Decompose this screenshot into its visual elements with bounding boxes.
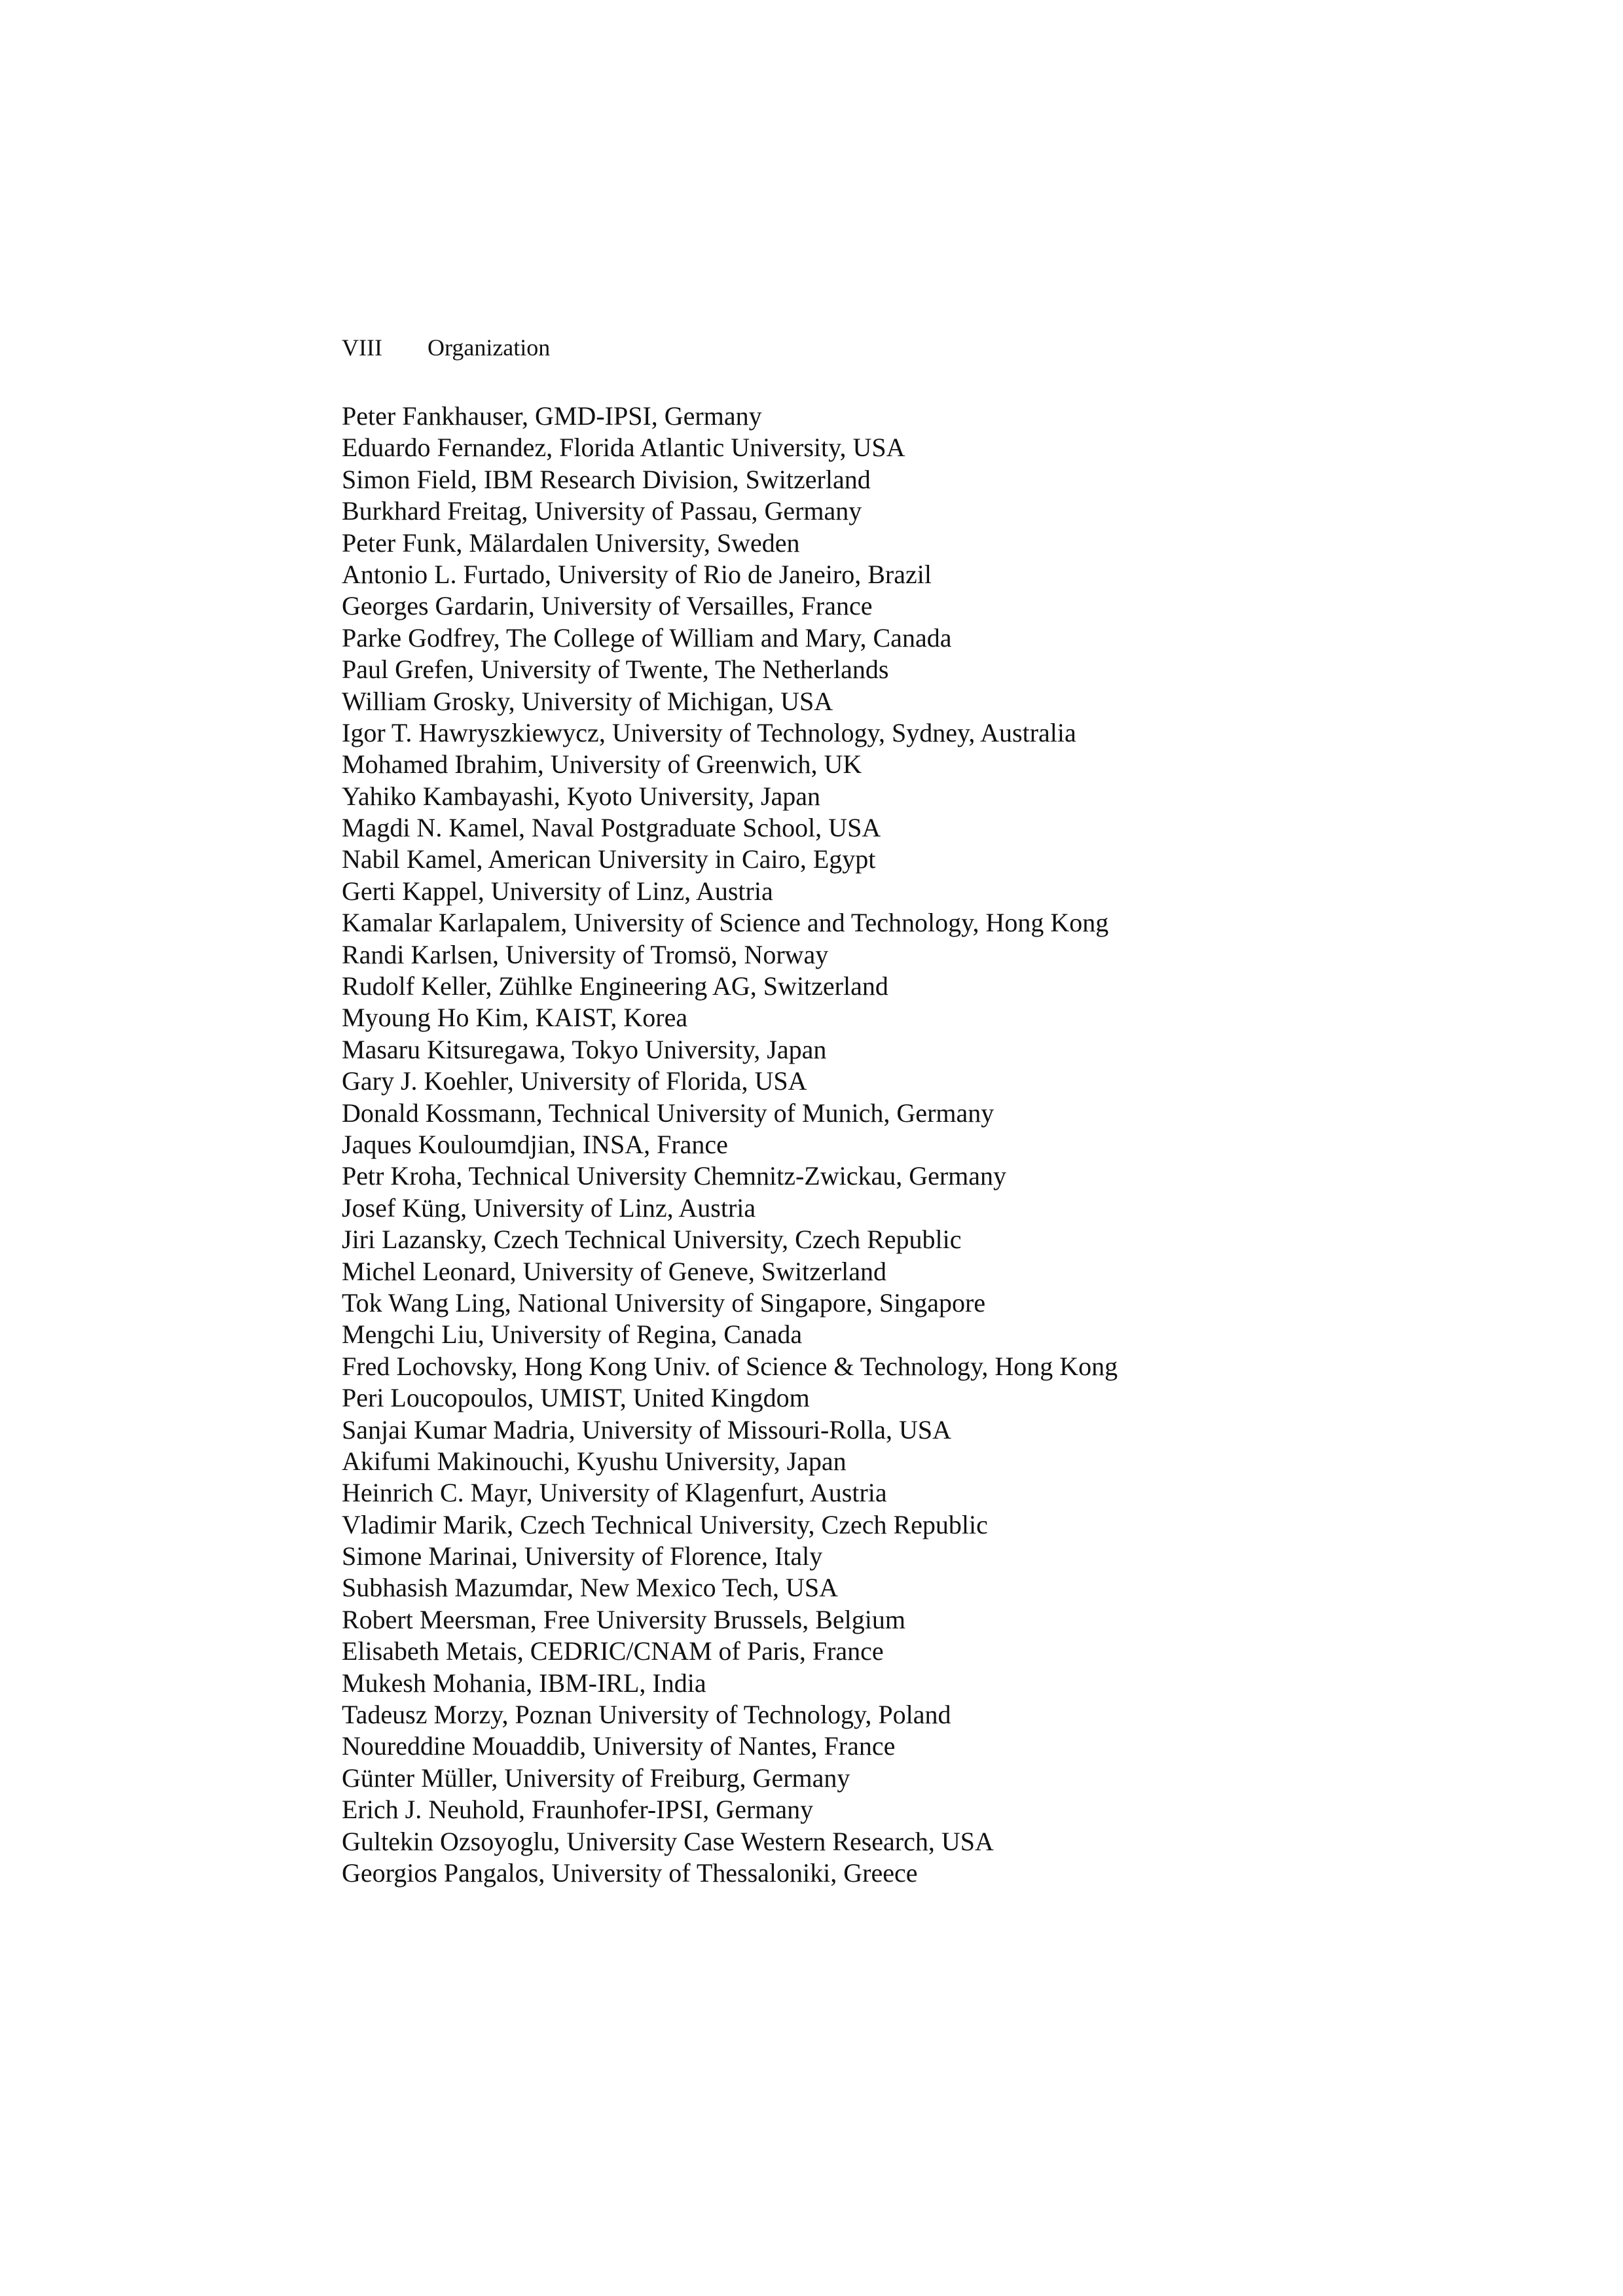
member-entry: Peter Fankhauser, GMD-IPSI, Germany bbox=[342, 401, 762, 431]
member-entry: Gerti Kappel, University of Linz, Austria bbox=[342, 876, 773, 906]
running-header bbox=[342, 331, 550, 364]
section-title: Organization bbox=[428, 334, 551, 361]
member-entry: Yahiko Kambayashi, Kyoto University, Japan bbox=[342, 781, 821, 811]
member-entry: Mohamed Ibrahim, University of Greenwich, UK bbox=[342, 749, 862, 780]
member-entry: Rudolf Keller, Zühlke Engineering AG, Switzerland bbox=[342, 971, 888, 1001]
member-entry: Kamalar Karlapalem, University of Science and Technology, Hong Kong bbox=[342, 908, 1109, 938]
member-entry: Erich J. Neuhold, Fraunhofer-IPSI, Germany bbox=[342, 1795, 814, 1825]
member-entry: Parke Godfrey, The College of William and Mary, Canada bbox=[342, 622, 952, 653]
member-entry: Peter Funk, Mälardalen University, Sweden bbox=[342, 528, 800, 558]
member-entry: Tok Wang Ling, National University of Singapore, Singapore bbox=[342, 1287, 986, 1318]
member-entry: Vladimir Marik, Czech Technical University, Czech Republic bbox=[342, 1509, 988, 1539]
member-entry: Fred Lochovsky, Hong Kong Univ. of Science & Technology, Hong Kong bbox=[342, 1351, 1118, 1381]
member-entry: Mukesh Mohania, IBM-IRL, India bbox=[342, 1668, 706, 1698]
member-entry: Josef Küng, University of Linz, Austria bbox=[342, 1193, 756, 1223]
page-number: VIII bbox=[342, 334, 382, 361]
member-entry: Randi Karlsen, University of Tromsö, Norway bbox=[342, 939, 829, 969]
member-entry: Myoung Ho Kim, KAIST, Korea bbox=[342, 1003, 688, 1033]
member-entry: Tadeusz Morzy, Poznan University of Technology, Poland bbox=[342, 1700, 951, 1730]
member-entry: Peri Loucopoulos, UMIST, United Kingdom bbox=[342, 1383, 810, 1413]
member-entry: Sanjai Kumar Madria, University of Missouri-Rolla, USA bbox=[342, 1414, 951, 1444]
member-entry: Georges Gardarin, University of Versailles, France bbox=[342, 591, 873, 621]
member-entry: Petr Kroha, Technical University Chemnitz-Zwickau, Germany bbox=[342, 1161, 1007, 1191]
member-entry: Subhasish Mazumdar, New Mexico Tech, USA bbox=[342, 1573, 839, 1603]
member-entry: Jiri Lazansky, Czech Technical University, Czech Republic bbox=[342, 1225, 962, 1255]
member-entry: Igor T. Hawryszkiewycz, University of Technology, Sydney, Australia bbox=[342, 717, 1076, 747]
member-entry: Eduardo Fernandez, Florida Atlantic University, USA bbox=[342, 433, 905, 463]
member-entry: Simon Field, IBM Research Division, Switzerland bbox=[342, 464, 871, 494]
member-entry: Michel Leonard, University of Geneve, Switzerland bbox=[342, 1256, 886, 1286]
member-entry: Paul Grefen, University of Twente, The Netherlands bbox=[342, 655, 889, 685]
member-entry: Gultekin Ozsoyoglu, University Case Western Research, USA bbox=[342, 1826, 994, 1856]
member-entry: Akifumi Makinouchi, Kyushu University, Japan bbox=[342, 1446, 847, 1476]
member-entry: Gary J. Koehler, University of Florida, USA bbox=[342, 1066, 807, 1096]
member-entry: Elisabeth Metais, CEDRIC/CNAM of Paris, France bbox=[342, 1636, 884, 1666]
member-entry: Noureddine Mouaddib, University of Nantes, France bbox=[342, 1731, 896, 1761]
member-entry: Robert Meersman, Free University Brussels, Belgium bbox=[342, 1604, 905, 1634]
member-entry: Günter Müller, University of Freiburg, Germany bbox=[342, 1763, 850, 1793]
member-entry: Simone Marinai, University of Florence, Italy bbox=[342, 1541, 823, 1571]
member-entry: William Grosky, University of Michigan, USA bbox=[342, 686, 833, 716]
member-entry: Magdi N. Kamel, Naval Postgraduate School, USA bbox=[342, 813, 881, 843]
member-entry: Burkhard Freitag, University of Passau, Germany bbox=[342, 496, 862, 526]
member-entry: Masaru Kitsuregawa, Tokyo University, Japan bbox=[342, 1034, 827, 1064]
member-entry: Jaques Kouloumdjian, INSA, France bbox=[342, 1129, 728, 1159]
member-entry: Donald Kossmann, Technical University of Munich, Germany bbox=[342, 1098, 994, 1128]
member-entry: Heinrich C. Mayr, University of Klagenfurt, Austria bbox=[342, 1478, 887, 1508]
committee-member-list bbox=[342, 401, 1118, 1889]
member-entry: Georgios Pangalos, University of Thessaloniki, Greece bbox=[342, 1857, 918, 1888]
member-entry: Nabil Kamel, American University in Cairo, Egypt bbox=[342, 844, 876, 874]
member-entry: Antonio L. Furtado, University of Rio de Janeiro, Brazil bbox=[342, 559, 932, 589]
member-entry: Mengchi Liu, University of Regina, Canada bbox=[342, 1319, 803, 1350]
